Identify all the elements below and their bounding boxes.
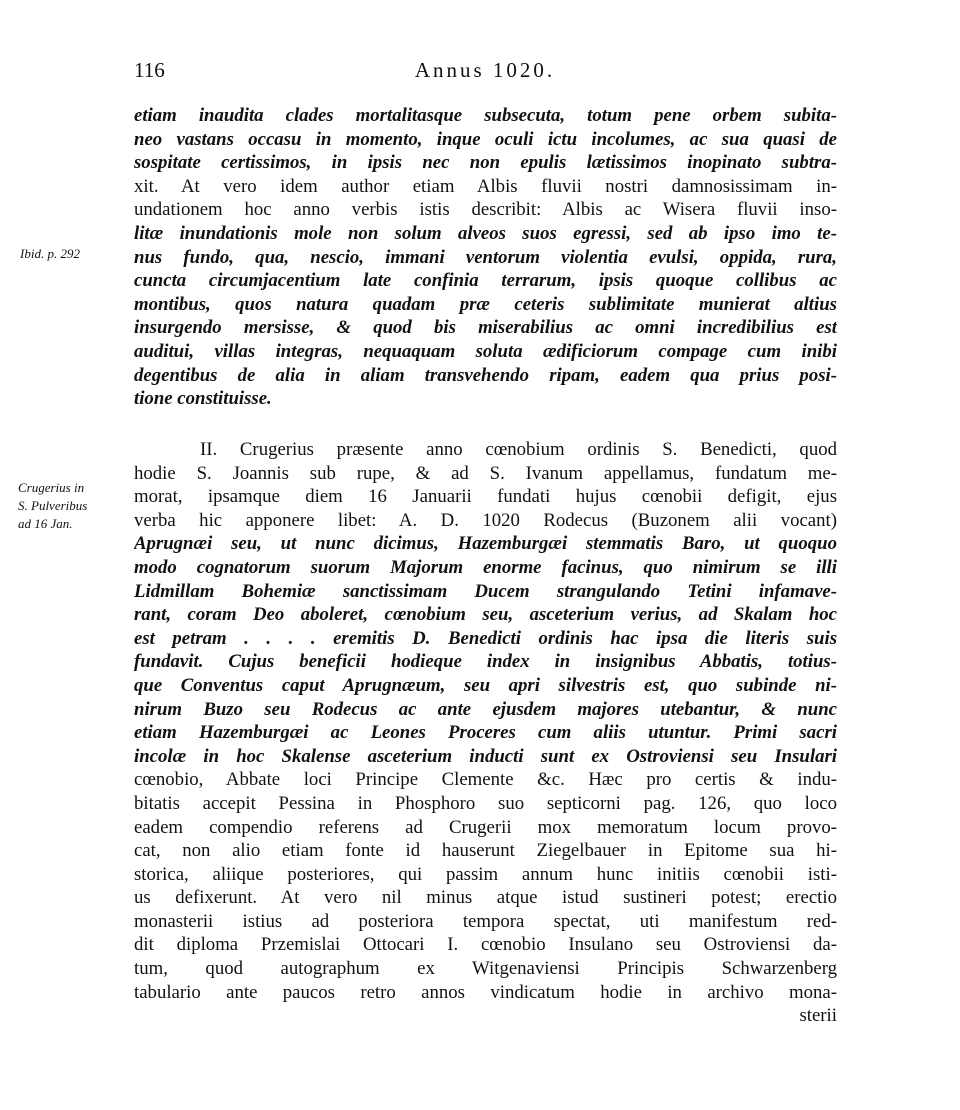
text-line: II. Crugerius præsente anno cœnobium ordinis S. Benedicti, quod: [200, 439, 837, 460]
text-line: montibus, quos natura quadam præ ceteris sublimitate munierat altius: [134, 293, 837, 315]
text-line: incolæ in hoc Skalense asceterium inducti sunt ex Ostroviensi seu Insulari: [134, 745, 837, 767]
text-line: sterii: [799, 1005, 837, 1027]
text-line: nirum Buzo seu Rodecus ac ante ejusdem majores utebantur, & nunc: [134, 698, 837, 720]
text-line: cat, non alio etiam fonte id hauserunt Ziegelbauer in Epitome sua hi-: [134, 840, 837, 862]
running-head: Annus 1020.: [414, 58, 556, 82]
paragraph-1: [134, 104, 837, 411]
margin-note-line: S. Pulveribus: [18, 498, 88, 513]
text-line: storica, aliique posteriores, qui passim annum hunc initiis cœnobii isti-: [134, 863, 837, 885]
margin-note-crugerius: [18, 479, 87, 533]
text-line: etiam Hazemburgæi ac Leones Proceres cum aliis utuntur. Primi sacri: [134, 722, 837, 744]
text-line: cuncta circumjacentium late confinia terrarum, ipsis quoque collibus ac: [134, 270, 837, 292]
text-line: nus fundo, qua, nescio, immani ventorum violentia evulsi, oppida, rura,: [134, 246, 837, 268]
margin-note-line: ad 16 Jan.: [18, 516, 73, 531]
page-header: [134, 58, 836, 88]
text-line: tum, quod autographum ex Witgenaviensi Principis Schwarzenberg: [134, 958, 837, 980]
text-line: litæ inundationis mole non solum alveos suos egressi, sed ab ipso imo te-: [134, 222, 837, 244]
text-line: tione constituisse.: [134, 388, 272, 410]
text-line: est petram . . . . eremitis D. Benedicti ordinis hac ipsa die literis suis: [134, 627, 837, 649]
margin-note-line: Crugerius in: [18, 480, 85, 495]
text-line: que Conventus caput Aprugnæum, seu apri silvestris est, quo subinde ni-: [134, 674, 837, 696]
text-line: dit diploma Przemislai Ottocari I. cœnobio Insulano seu Ostroviensi da-: [134, 934, 837, 956]
text-line: etiam inaudita clades mortalitasque subsecuta, totum pene orbem subita-: [134, 105, 837, 126]
text-line: auditui, villas integras, nequaquam soluta ædificiorum compage cum inibi: [134, 340, 837, 362]
text-line: bitatis accepit Pessina in Phosphoro suo septicorni pag. 126, quo loco: [134, 792, 837, 814]
text-line: Lidmillam Bohemiæ sanctissimam Ducem strangulando Tetini infamave-: [134, 580, 837, 602]
text-line: hodie S. Joannis sub rupe, & ad S. Ivanum appellamus, fundatum me-: [134, 462, 837, 484]
text-line: us defixerunt. At vero nil minus atque istud sustineri potest; erectio: [134, 887, 837, 909]
text-line: tabulario ante paucos retro annos vindicatum hodie in archivo mona-: [134, 981, 837, 1003]
margin-note-line: Ibid. p. 292: [20, 246, 80, 261]
page-number: 116: [134, 58, 165, 82]
text-line: degentibus de alia in aliam transvehendo ripam, eadem qua prius posi-: [134, 364, 837, 386]
text-line: undationem hoc anno verbis istis describit: Albis ac Wisera fluvii inso-: [134, 199, 837, 221]
text-line: eadem compendio referens ad Crugerii mox memoratum locum provo-: [134, 816, 837, 838]
text-line: neo vastans occasu in momento, inque oculi ictu incolumes, ac sua quasi de: [134, 128, 837, 150]
text-line: xit. At vero idem author etiam Albis fluvii nostri damnosissimam in-: [134, 175, 837, 197]
text-line: monasterii istius ad posteriora tempora spectat, uti manifestum red-: [134, 910, 837, 932]
paragraph-2: [134, 438, 837, 1028]
text-line: insurgendo mersisse, & quod bis miserabilius ac omni incredibilius est: [134, 317, 837, 339]
text-line: modo cognatorum suorum Majorum enorme facinus, quo nimirum se illi: [134, 556, 837, 578]
text-line: cœnobio, Abbate loci Principe Clemente &c. Hæc pro certis & indu-: [134, 769, 837, 791]
margin-note-ibid: [20, 245, 80, 263]
text-line: rant, coram Deo aboleret, cœnobium seu, asceterium verius, ad Skalam hoc: [134, 604, 837, 626]
text-line: Aprugnæi seu, ut nunc dicimus, Hazemburgæi stemmatis Baro, ut quoquo: [134, 533, 837, 555]
text-line: morat, ipsamque diem 16 Januarii fundati hujus cœnobii defigit, ejus: [134, 486, 837, 508]
text-line: verba hic apponere libet: A. D. 1020 Rodecus (Buzonem alii vocant): [134, 509, 837, 531]
text-line: sospitate certissimos, in ipsis nec non epulis lætissimos inopinato subtra-: [134, 152, 837, 174]
text-line: fundavit. Cujus beneficii hodieque index in insignibus Abbatis, totius-: [134, 651, 837, 673]
